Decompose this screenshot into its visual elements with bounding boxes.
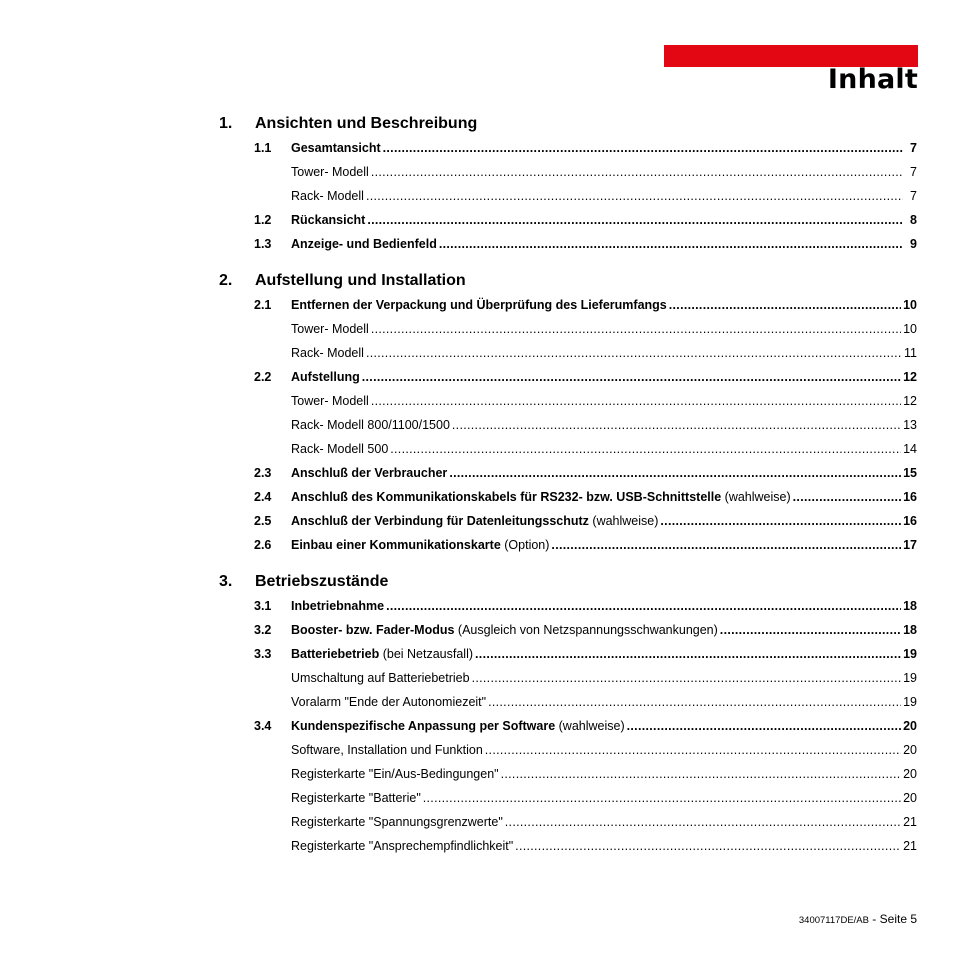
- dot-leader: [501, 765, 901, 783]
- dot-leader: [793, 488, 901, 506]
- toc-chapter[interactable]: [219, 270, 919, 292]
- dot-leader: [367, 211, 903, 229]
- toc-section-entry[interactable]: [254, 621, 917, 639]
- page-ref: 19: [903, 671, 917, 685]
- dot-leader: [669, 296, 901, 314]
- toc-section-entry[interactable]: [254, 464, 917, 482]
- page-ref: 19: [903, 647, 917, 661]
- page-ref: 10: [903, 298, 917, 312]
- section-title-bold: Inbetriebnahme: [291, 599, 385, 613]
- subsection-title: Software, Installation und Funktion: [291, 743, 483, 757]
- subsection-title: Registerkarte "Spannungsgrenzwerte": [291, 815, 503, 829]
- page-ref: 20: [903, 767, 917, 781]
- toc-subsection-entry[interactable]: [254, 187, 917, 205]
- page-ref: 7: [910, 141, 917, 155]
- section-number: 3.1: [254, 599, 272, 613]
- dot-leader: [505, 813, 901, 831]
- page-ref: 7: [910, 189, 917, 203]
- toc-subsection-entry[interactable]: [254, 344, 917, 362]
- page-title: Inhalt: [827, 64, 918, 95]
- dot-leader: [366, 187, 903, 205]
- subsection-title: Rack- Modell: [291, 189, 364, 203]
- chapter-number: 1.: [219, 115, 233, 132]
- page-ref: 15: [903, 466, 917, 480]
- section-title-note: (wahlweise): [555, 719, 625, 733]
- dot-leader: [383, 139, 903, 157]
- subsection-title: Rack- Modell: [291, 346, 364, 360]
- page-ref: 12: [903, 394, 917, 408]
- section-title-bold: Einbau einer Kommunikationskarte: [291, 538, 501, 552]
- section-number: 1.2: [254, 213, 272, 227]
- page-number: Seite 5: [879, 912, 917, 926]
- section-number: 2.5: [254, 514, 272, 528]
- subsection-title: Registerkarte "Ein/Aus-Bedingungen": [291, 767, 499, 781]
- dot-leader: [720, 621, 901, 639]
- section-title: [291, 464, 447, 482]
- toc-subsection-entry[interactable]: [254, 693, 917, 711]
- dot-leader: [362, 368, 901, 386]
- dot-leader: [452, 416, 901, 434]
- toc-section-entry[interactable]: [254, 717, 917, 735]
- section-title: [291, 296, 667, 314]
- section-title: [291, 235, 437, 253]
- document-code: 34007117DE/AB: [798, 915, 869, 926]
- dot-leader: [439, 235, 903, 253]
- toc-subsection-entry[interactable]: [254, 789, 917, 807]
- toc-section-entry[interactable]: [254, 645, 917, 663]
- toc-section-entry[interactable]: [254, 296, 917, 314]
- footer-separator: -: [868, 912, 880, 926]
- page-ref: 17: [903, 538, 917, 552]
- dot-leader: [475, 645, 901, 663]
- section-title-bold: Anschluß der Verbindung für Datenleitungsschutz: [291, 514, 589, 528]
- section-title-bold: Batteriebetrieb: [291, 647, 380, 661]
- section-number: 3.3: [254, 647, 272, 661]
- page-ref: 10: [903, 322, 917, 336]
- toc-section-entry[interactable]: [254, 597, 917, 615]
- page-ref: 14: [903, 442, 917, 456]
- page-ref: 18: [903, 623, 917, 637]
- section-title: [291, 139, 381, 157]
- dot-leader: [423, 789, 901, 807]
- section-title: [291, 597, 384, 615]
- dot-leader: [371, 163, 903, 181]
- dot-leader: [386, 597, 901, 615]
- toc-section-entry[interactable]: [254, 211, 917, 229]
- page-footer: [799, 911, 917, 929]
- page-ref: 19: [903, 695, 917, 709]
- section-title-bold: Rückansicht: [291, 213, 366, 227]
- toc-subsection-entry[interactable]: [254, 440, 917, 458]
- page-ref: 20: [903, 719, 917, 733]
- section-title: [291, 645, 473, 663]
- section-title-bold: Anschluß der Verbraucher: [291, 466, 448, 480]
- chapter-title: Ansichten und Beschreibung: [255, 115, 478, 132]
- toc-subsection-entry[interactable]: [254, 813, 917, 831]
- section-title: [291, 368, 360, 386]
- section-number: 1.3: [254, 237, 272, 251]
- toc-section-entry[interactable]: [254, 536, 917, 554]
- dot-leader: [488, 693, 901, 711]
- toc-subsection-entry[interactable]: [254, 741, 917, 759]
- toc-subsection-entry[interactable]: [254, 765, 917, 783]
- section-title-bold: Anschluß des Kommunikationskabels für RS232- bzw. USB-Schnittstelle: [291, 490, 722, 504]
- dot-leader: [390, 440, 901, 458]
- section-title-bold: Kundenspezifische Anpassung per Software: [291, 719, 556, 733]
- page-ref: 11: [904, 346, 917, 360]
- section-title-bold: Booster- bzw. Fader-Modus: [291, 623, 455, 637]
- page-ref: 20: [903, 743, 917, 757]
- subsection-title: Registerkarte "Batterie": [291, 791, 421, 805]
- dot-leader: [472, 669, 902, 687]
- toc-subsection-entry[interactable]: [254, 669, 917, 687]
- toc-chapter[interactable]: [219, 113, 919, 135]
- section-title-note: (wahlweise): [721, 490, 791, 504]
- chapter-number: 2.: [219, 272, 233, 289]
- dot-leader: [515, 837, 901, 855]
- section-number: 2.1: [254, 298, 272, 312]
- dot-leader: [371, 320, 901, 338]
- dot-leader: [449, 464, 901, 482]
- toc-subsection-entry[interactable]: [254, 837, 917, 855]
- section-number: 2.2: [254, 370, 272, 384]
- page-ref: 20: [903, 791, 917, 805]
- toc-subsection-entry[interactable]: [254, 163, 917, 181]
- section-number: 2.4: [254, 490, 272, 504]
- page-ref: 12: [903, 370, 917, 384]
- dot-leader: [371, 392, 901, 410]
- subsection-title: Tower- Modell: [291, 322, 369, 336]
- section-number: 3.4: [254, 719, 272, 733]
- page-ref: 18: [903, 599, 917, 613]
- section-title-bold: Aufstellung: [291, 370, 360, 384]
- section-title: [291, 717, 625, 735]
- page-ref: 9: [910, 237, 917, 251]
- section-title-note: (bei Netzausfall): [379, 647, 474, 661]
- subsection-title: Registerkarte "Ansprechempfindlichkeit": [291, 839, 514, 853]
- section-title: [291, 512, 658, 530]
- section-number: 2.3: [254, 466, 272, 480]
- section-title: [291, 621, 718, 639]
- dot-leader: [660, 512, 901, 530]
- subsection-title: Umschaltung auf Batteriebetrieb: [291, 671, 470, 685]
- subsection-title: Rack- Modell 500: [291, 442, 389, 456]
- page-ref: 13: [903, 418, 917, 432]
- page-ref: 21: [903, 839, 917, 853]
- section-title: [291, 211, 365, 229]
- section-number: 2.6: [254, 538, 272, 552]
- section-title-bold: Anzeige- und Bedienfeld: [291, 237, 437, 251]
- chapter-title: Betriebszustände: [255, 573, 389, 590]
- section-title-note: (Ausgleich von Netzspannungsschwankungen): [454, 623, 718, 637]
- page-ref: 8: [910, 213, 917, 227]
- section-title-note: (wahlweise): [588, 514, 659, 528]
- page-ref: 7: [910, 165, 917, 179]
- section-title: [291, 536, 549, 554]
- toc-subsection-entry[interactable]: [254, 416, 917, 434]
- page-ref: 21: [903, 815, 917, 829]
- page-ref: 16: [903, 490, 917, 504]
- subsection-title: Tower- Modell: [291, 394, 369, 408]
- section-title-bold: Entfernen der Verpackung und Überprüfung des Lieferumfangs: [291, 298, 667, 312]
- toc-section-entry[interactable]: [254, 368, 917, 386]
- section-title: [291, 488, 791, 506]
- chapter-title: Aufstellung und Installation: [255, 272, 466, 289]
- toc-chapter[interactable]: [219, 571, 919, 593]
- toc-section-entry[interactable]: [254, 488, 917, 506]
- toc-subsection-entry[interactable]: [254, 392, 917, 410]
- section-number: 1.1: [254, 141, 272, 155]
- section-title-note: (Option): [500, 538, 550, 552]
- chapter-number: 3.: [219, 573, 233, 590]
- subsection-title: Tower- Modell: [291, 165, 369, 179]
- toc-section-entry[interactable]: [254, 235, 917, 253]
- subsection-title: Voralarm "Ende der Autonomiezeit": [291, 695, 487, 709]
- page-ref: 16: [903, 514, 917, 528]
- section-number: 3.2: [254, 623, 272, 637]
- section-title-bold: Gesamtansicht: [291, 141, 381, 155]
- toc-section-entry[interactable]: [254, 139, 917, 157]
- subsection-title: Rack- Modell 800/1100/1500: [291, 418, 450, 432]
- toc-section-entry[interactable]: [254, 512, 917, 530]
- dot-leader: [551, 536, 901, 554]
- dot-leader: [485, 741, 901, 759]
- toc-subsection-entry[interactable]: [254, 320, 917, 338]
- dot-leader: [627, 717, 901, 735]
- dot-leader: [366, 344, 902, 362]
